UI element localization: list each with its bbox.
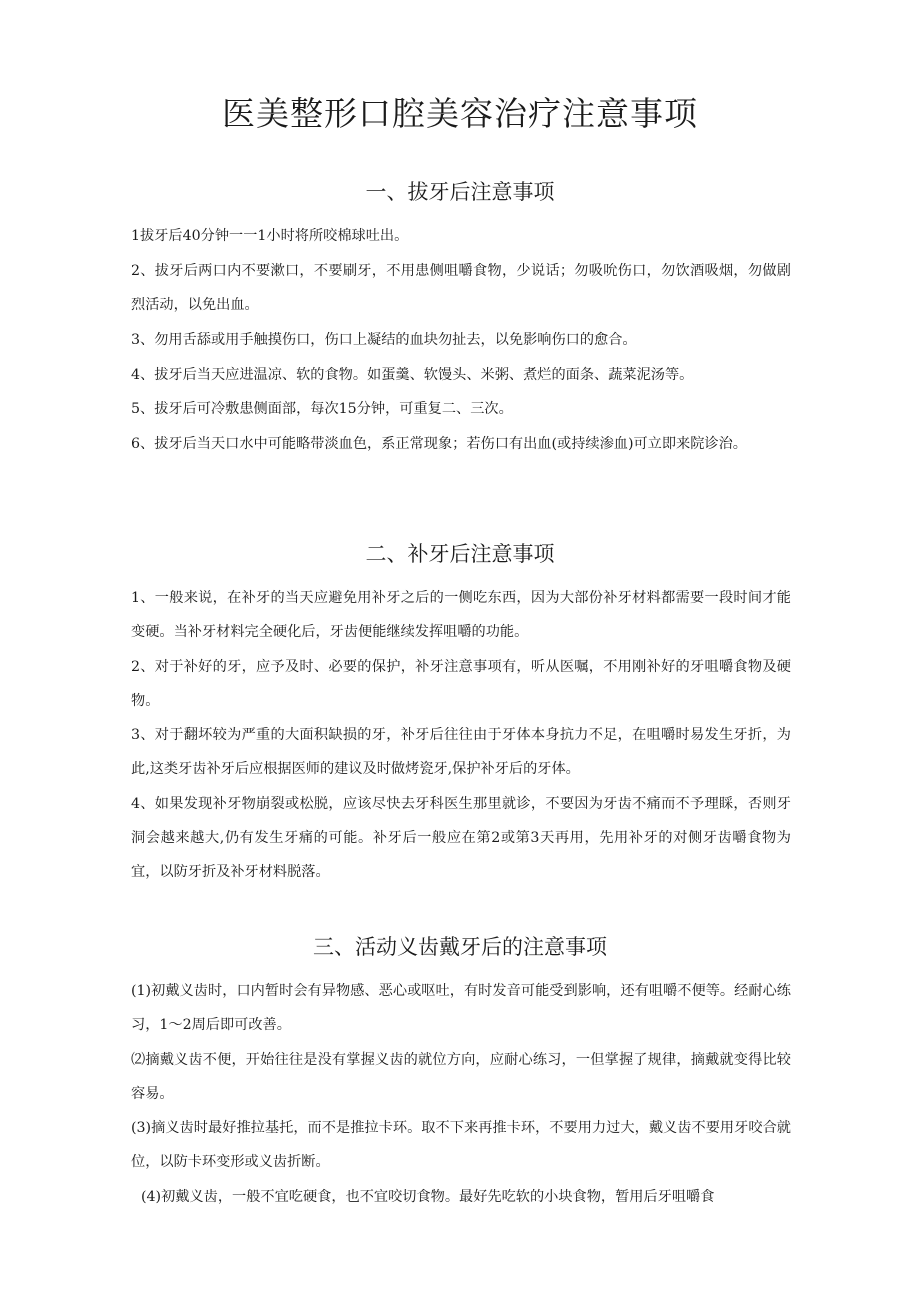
extraction-note-3: 3、勿用舌舔或用手触摸伤口，伤口上凝结的血块勿扯去，以免影响伤口的愈合。 [131,332,637,348]
section-heading-extraction: 一、拔牙后注意事项 [365,180,555,204]
denture-note-1: (1)初戴义齿时，口内暂时会有异物感、恶心或呕吐，有时发音可能受到影响，还有咀嚼不便等。经耐心练习，1～2周后即可改善。 [131,983,791,1033]
section-heading-filling: 二、补牙后注意事项 [365,542,555,566]
document-title: 医美整形口腔美容治疗注意事项 [222,94,698,133]
extraction-note-6: 6、拔牙后当天口水中可能略带淡血色，系正常现象；若伤口有出血(或持续渗血)可立即来院诊治。 [131,436,747,452]
extraction-note-2: 2、拔牙后两口内不要漱口，不要刷牙，不用患侧咀嚼食物，少说话；勿吸吮伤口，勿饮酒吸烟，勿做剧烈活动，以免出血。 [131,263,791,313]
denture-note-4: (4)初戴义齿，一般不宜吃硬食，也不宜咬切食物。最好先吃软的小块食物，暂用后牙咀嚼食 [141,1189,715,1205]
extraction-note-1: 1拔牙后40分钟一一1小时将所咬棉球吐出。 [131,228,409,244]
denture-note-3: (3)摘义齿时最好推拉基托，而不是推拉卡环。取不下来再推卡环，不要用力过大，戴义齿不要用牙咬合就位，以防卡环变形或义齿折断。 [131,1120,791,1170]
filling-note-3: 3、对于翻坏较为严重的大面积缺损的牙，补牙后往往由于牙体本身抗力不足，在咀嚼时易发生牙折，为此,这类牙齿补牙后应根据医师的建议及时做烤瓷牙,保护补牙后的牙体。 [131,727,791,777]
extraction-note-5: 5、拔牙后可冷敷患侧面部，每次15分钟，可重复二、三次。 [131,401,513,417]
denture-note-2: ⑵摘戴义齿不便，开始往往是没有掌握义齿的就位方向，应耐心练习，一但掌握了规律，摘戴就变得比较容易。 [131,1052,791,1102]
filling-note-1: 1、一般来说，在补牙的当天应避免用补牙之后的一侧吃东西，因为大部份补牙材料都需要一段时间才能变硬。当补牙材料完全硬化后，牙齿便能继续发挥咀嚼的功能。 [131,590,791,640]
filling-note-4: 4、如果发现补牙物崩裂或松脱，应该尽快去牙科医生那里就诊，不要因为牙齿不痛而不予理睬，否则牙洞会越来越大,仍有发生牙痛的可能。补牙后一般应在第2或第3天再用，先用补牙的对侧牙齿嚼食物为宜，以防牙折及补牙材料脱落。 [131,796,791,880]
filling-note-2: 2、对于补好的牙，应予及时、必要的保护，补牙注意事项有，听从医嘱，不用刚补好的牙咀嚼食物及硬物。 [131,659,791,709]
section-heading-denture: 三、活动义齿戴牙后的注意事项 [313,935,607,959]
extraction-note-4: 4、拔牙后当天应进温凉、软的食物。如蛋羹、软馒头、米粥、煮烂的面条、蔬菜泥汤等。 [131,367,694,383]
